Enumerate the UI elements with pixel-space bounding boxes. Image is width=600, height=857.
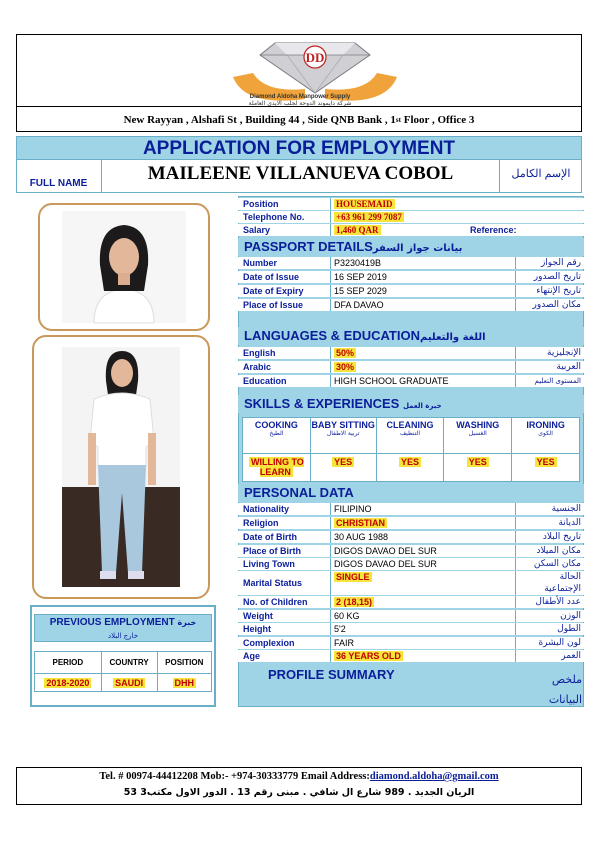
address-sup: st (395, 115, 401, 124)
previous-employment-title-ar1: خبرة (177, 618, 197, 627)
salary-value: 1,460 QAR (336, 225, 379, 235)
education-label-ar: المستوى التعليم (534, 377, 581, 385)
footer-address-ar: 53 الريان الجديد . 989 شارع ال شافي . مبنى رقم 13 . الدور الاول مكتب3 (123, 787, 475, 798)
passport-section-title: PASSPORT DETAILS (244, 239, 373, 254)
skill-name: CLEANING (386, 420, 434, 430)
english-label: English (243, 348, 276, 358)
address-prefix: New Rayyan , Alshafi St , Building 44 , Side QNB Bank , 1 (123, 113, 396, 126)
skill-cooking-value (243, 454, 311, 482)
skill-name-ar: تربية الاطفال (326, 430, 360, 437)
table-header-row (35, 652, 212, 674)
row-label: Place of Birth (243, 546, 302, 556)
row-label: Date of Expiry (243, 286, 304, 296)
row-label-ar: الجنسية (551, 504, 581, 514)
pob-row (238, 545, 584, 557)
religion-row (238, 517, 584, 529)
skill-cleaning-value (376, 454, 444, 482)
company-address (16, 106, 582, 132)
skill-name: COOKING (254, 420, 298, 430)
position-value: HOUSEMAID (336, 199, 393, 209)
education-label: Education (243, 376, 287, 386)
row-label-ar: الإجتماعية (544, 584, 581, 594)
telephone-label: Telephone No. (243, 212, 305, 222)
row-label: Number (243, 258, 278, 268)
row-label: No. of Children (243, 597, 308, 607)
previous-employment-title (34, 614, 212, 642)
passport-expiry-row (238, 285, 584, 297)
address-suffix: Floor , Office 3 (403, 113, 475, 126)
skill-value: WILLING TO LEARN (250, 457, 304, 477)
row-value: 2 (18,15) (336, 597, 373, 607)
height-row (238, 623, 584, 635)
row-label: Complexion (243, 638, 295, 648)
english-label-ar: الإنجليزية (547, 348, 581, 358)
profile-summary-title: PROFILE SUMMARY (268, 667, 395, 682)
position-row (238, 198, 584, 210)
skill-value: YES (536, 457, 555, 467)
row-label-ar: مكان الصدور (532, 300, 581, 310)
arabic-label: Arabic (243, 362, 272, 372)
portrait-photo (40, 205, 208, 329)
row-label: Nationality (243, 504, 290, 514)
skill-ironing-value (512, 454, 580, 482)
position-label: Position (243, 199, 279, 209)
full-body-photo (34, 337, 208, 597)
profile-title-ar-1: ملخص (551, 673, 582, 686)
row-label: Age (243, 651, 261, 661)
row-label: Date of Issue (243, 272, 300, 282)
row-label-ar: رقم الجواز (540, 258, 581, 268)
row-label-ar: مكان الميلاد (536, 546, 581, 556)
company-name: Diamond Aldoha Manpower Supply (249, 94, 351, 100)
full-name-value: MAILEENE VILLANUEVA COBOL (102, 160, 500, 193)
skill-name-ar: الغسيل (468, 430, 487, 437)
languages-section-title-ar: اللغة والتعليم (419, 332, 486, 343)
skill-name: IRONING (526, 420, 565, 430)
email-link[interactable]: diamond.aldoha@gmail.com (369, 771, 499, 782)
row-label-ar: مكان السكن (533, 559, 581, 569)
row-label-ar: تاريخ الصدور (533, 272, 581, 282)
skill-ironing-header (512, 418, 580, 454)
row-label-ar: عدد الأطفال (535, 597, 581, 607)
row-value: 5'2 (334, 624, 346, 634)
previous-employment-table (34, 651, 212, 692)
row-label-ar: الطول (557, 624, 581, 634)
footer-contact (16, 771, 582, 782)
row-value: CHRISTIAN (336, 518, 385, 528)
skill-value: YES (334, 457, 353, 467)
row-value: DFA DAVAO (334, 300, 384, 310)
row-value: 16 SEP 2019 (334, 272, 387, 282)
skill-cooking-header (243, 418, 311, 454)
row-label: Religion (243, 518, 279, 528)
table-header-cell: PERIOD (35, 652, 102, 674)
table-row (35, 674, 212, 692)
row-value: P3230419B (334, 258, 382, 268)
salary-row (238, 224, 584, 236)
full-name-label: FULL NAME (16, 160, 102, 193)
footer-contact-text: Tel. # 00974-44412208 Mob:- +974-30333779 Email Address: (99, 771, 370, 782)
english-row (238, 347, 584, 359)
languages-section-title: LANGUAGES & EDUCATION (244, 328, 420, 343)
personal-section-header (238, 484, 584, 502)
row-value: DIGOS DAVAO DEL SUR (334, 546, 437, 556)
row-value: 36 YEARS OLD (336, 651, 401, 661)
skills-table (242, 417, 580, 482)
arabic-row (238, 361, 584, 373)
nationality-row (238, 503, 584, 515)
row-label-ar: الوزن (560, 611, 581, 621)
row-label-ar: لون البشرة (538, 638, 581, 648)
row-label-ar: تاريخ البلاد (542, 532, 581, 542)
row-label-ar: الحالة (559, 572, 581, 582)
logo-letters: DD (305, 50, 325, 65)
row-value: 60 KG (334, 611, 360, 621)
profile-summary-title-ar (538, 670, 582, 710)
passport-issue-row (238, 271, 584, 283)
skills-section-header (238, 395, 584, 413)
skill-name-ar: الطبخ (269, 430, 284, 437)
weight-row (238, 610, 584, 622)
arabic-label-ar: العربية (556, 362, 581, 372)
salary-label: Salary (243, 225, 271, 235)
education-row (238, 375, 584, 387)
row-value: 30 AUG 1988 (334, 532, 389, 542)
row-label-ar: العمر (561, 651, 581, 661)
previous-employment-title-en: PREVIOUS EMPLOYMENT (49, 617, 175, 628)
languages-section-header (238, 327, 584, 345)
passport-number-row (238, 257, 584, 269)
profile-title-ar-2: البيانات (548, 693, 582, 706)
row-label: Living Town (243, 559, 295, 569)
skill-washing-header (444, 418, 512, 454)
row-value: FAIR (334, 638, 355, 648)
children-row (238, 596, 584, 608)
row-value: SINGLE (336, 572, 370, 582)
dob-row (238, 531, 584, 543)
skill-cleaning-header (376, 418, 444, 454)
skill-babysitting-header (310, 418, 376, 454)
skill-value: YES (468, 457, 487, 467)
skill-name: BABY SITTING (311, 420, 375, 430)
portrait-photo-frame (38, 203, 210, 331)
skill-washing-value (444, 454, 512, 482)
complexion-row (238, 637, 584, 649)
skills-section-title-ar: خبرة العمل (402, 402, 442, 410)
row-value: DIGOS DAVAO DEL SUR (334, 559, 437, 569)
row-label-ar: الديانة (558, 518, 581, 528)
row-label: Weight (243, 611, 273, 621)
period-value: 2018-2020 (46, 677, 90, 688)
row-value: FILIPINO (334, 504, 372, 514)
marital-status-row (238, 571, 584, 595)
row-label: Place of Issue (243, 300, 304, 310)
arabic-value: 30% (336, 362, 355, 372)
telephone-row (238, 211, 584, 223)
table-cell (101, 674, 157, 692)
previous-employment-title-ar2: خارج البلاد (107, 632, 139, 640)
skill-value: YES (400, 457, 419, 467)
skill-name-ar: التنظيف (399, 430, 420, 437)
table-cell (35, 674, 102, 692)
skills-section-title: SKILLS & EXPERIENCES (244, 396, 400, 411)
row-label-ar: تاريخ الإنتهاء (536, 286, 581, 296)
skills-header-row (243, 418, 580, 454)
education-value: HIGH SCHOOL GRADUATE (334, 376, 449, 386)
table-cell (157, 674, 211, 692)
skill-name: WASHING (456, 420, 500, 430)
row-label: Date of Birth (243, 532, 297, 542)
full-name-label-ar: الإسم الكامل (511, 168, 571, 180)
personal-section-title: PERSONAL DATA (244, 485, 354, 500)
row-label: Height (243, 624, 271, 634)
age-row (238, 650, 584, 662)
telephone-value: +63 961 299 7087 (336, 212, 402, 222)
skills-value-row (243, 454, 580, 482)
english-value: 50% (336, 348, 355, 358)
passport-section-title-ar: بيانات جواز السفر (372, 243, 463, 254)
row-value: 15 SEP 2029 (334, 286, 387, 296)
page-title: APPLICATION FOR EMPLOYMENT (16, 136, 582, 160)
skill-name-ar: الكوى (538, 430, 553, 437)
company-name-ar: شركة دايموند الدوحة لجلب الايدي العاملة (248, 100, 352, 107)
full-body-photo-frame (32, 335, 210, 599)
passport-place-row (238, 299, 584, 311)
living-town-row (238, 558, 584, 570)
row-label: Marital Status (243, 578, 303, 588)
country-value: SAUDI (115, 677, 144, 688)
table-header-cell: POSITION (157, 652, 211, 674)
position-value: DHH (174, 677, 195, 688)
reference-label: Reference: (470, 225, 517, 235)
table-header-cell: COUNTRY (101, 652, 157, 674)
skill-babysitting-value (310, 454, 376, 482)
passport-section-header (238, 238, 584, 256)
